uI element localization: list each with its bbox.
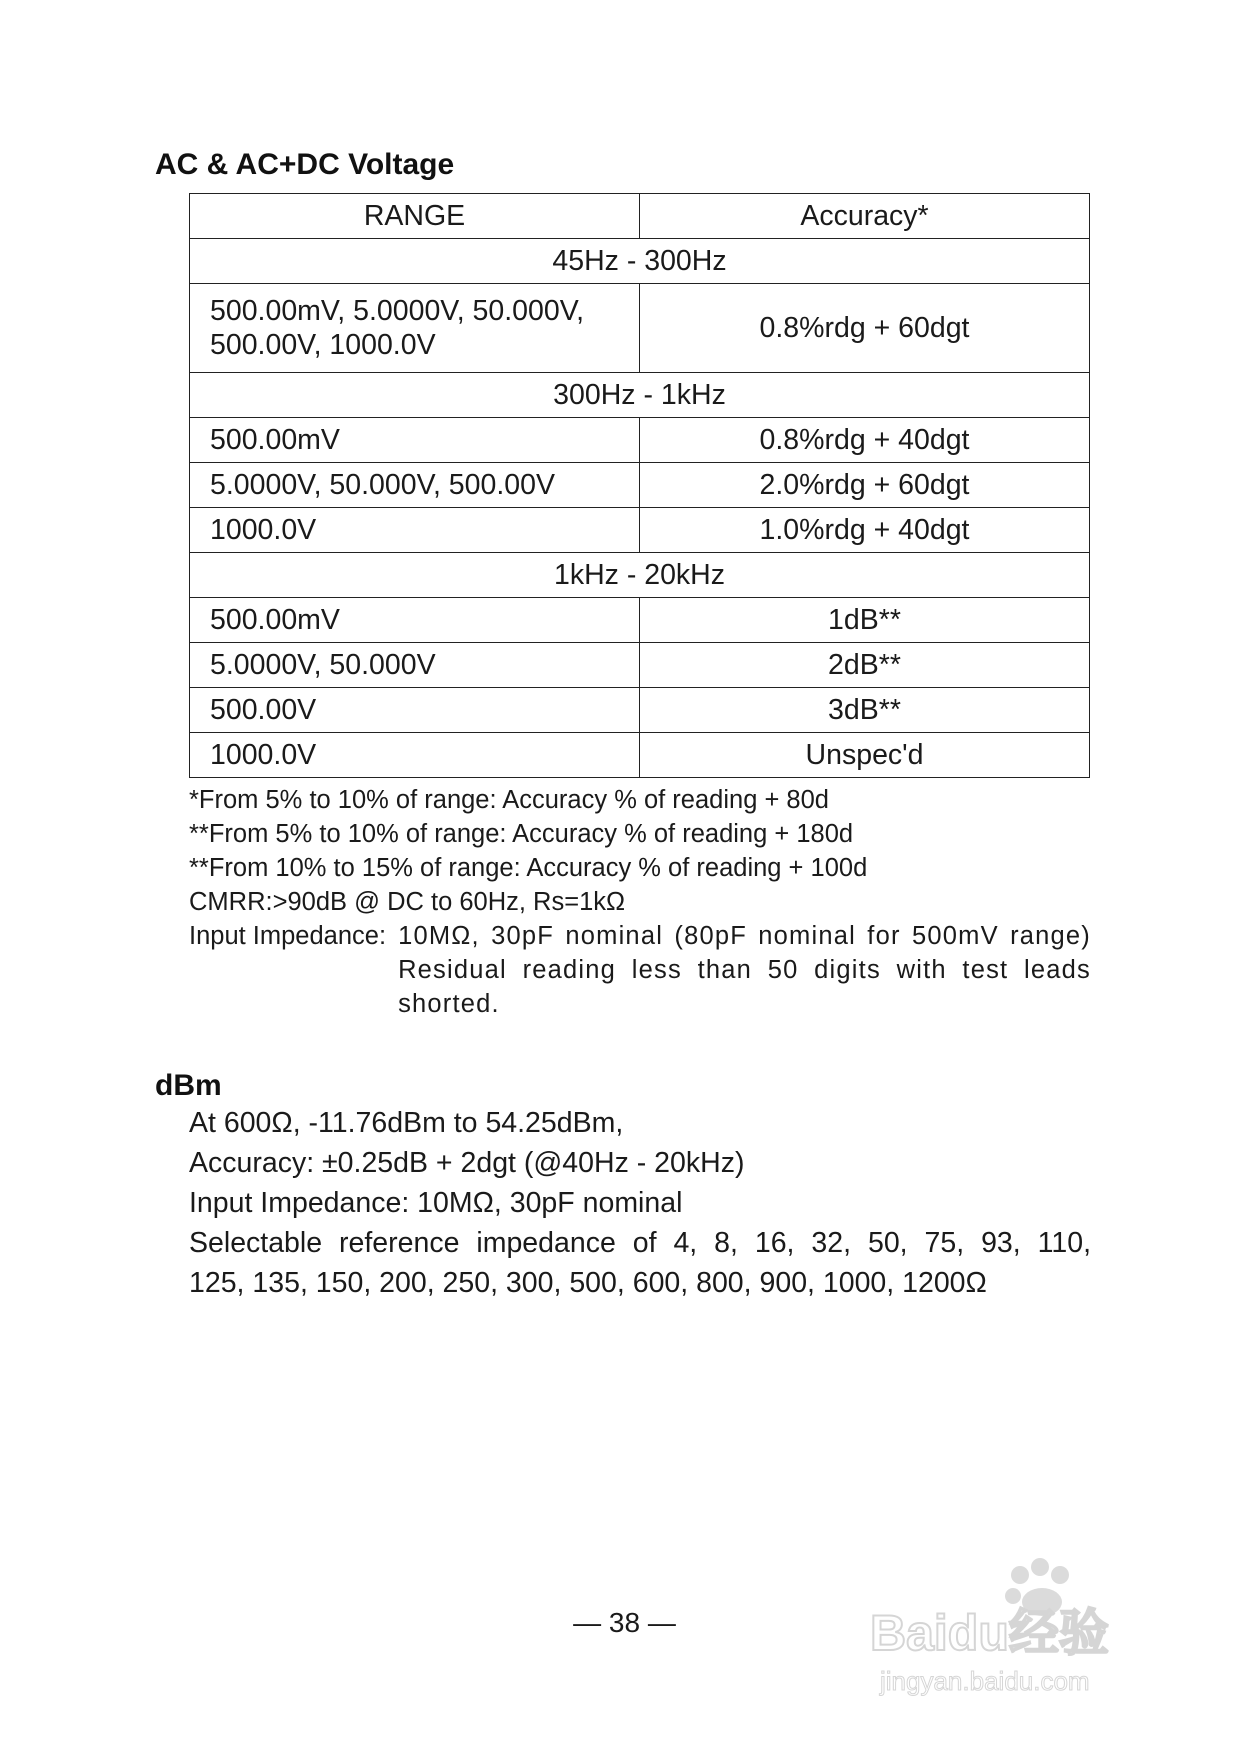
table-row [190, 643, 1090, 688]
cmrr-note: CMRR:>90dB @ DC to 60Hz, Rs=1kΩ [189, 888, 626, 916]
paw-toe [1051, 1566, 1069, 1584]
table-header-row [190, 194, 1090, 239]
input-impedance-value: 10MΩ, 30pF nominal (80pF nominal for 500mV range) Residual reading less than 50 digits with test leads shorted. [398, 922, 1091, 1018]
dbm-spec-line: 125, 135, 150, 200, 250, 300, 500, 600, 800, 900, 1000, 1200Ω [189, 1267, 987, 1299]
watermark-url: jingyan.baidu.com [880, 1666, 1090, 1696]
frequency-band-label: 300Hz - 1kHz [190, 373, 1090, 418]
accuracy-cell: 1dB** [640, 598, 1090, 643]
page-number: — 38 — [573, 1607, 676, 1638]
table-row [190, 733, 1090, 778]
range-cell: 500.00mV [190, 418, 640, 463]
range-cell: 5.0000V, 50.000V [190, 643, 640, 688]
accuracy-cell: 2.0%rdg + 60dgt [640, 463, 1090, 508]
watermark-brand: Baidu经验 [870, 1605, 1109, 1661]
table-row [190, 284, 1090, 373]
frequency-band-label: 45Hz - 300Hz [190, 239, 1090, 284]
accuracy-cell: 0.8%rdg + 60dgt [640, 284, 1090, 373]
footnotes [189, 783, 1091, 1021]
paw-toe [1005, 1588, 1021, 1604]
range-cell: 500.00mV [190, 598, 640, 643]
input-impedance-label: Input Impedance: [189, 922, 387, 950]
paw-toe [1031, 1558, 1049, 1576]
dbm-spec-line: At 600Ω, -11.76dBm to 54.25dBm, [189, 1107, 624, 1139]
baidu-watermark-logo [870, 1550, 1190, 1700]
range-cell: 1000.0V [190, 508, 640, 553]
dbm-specs [189, 1103, 1091, 1303]
table-row [190, 418, 1090, 463]
frequency-band-label: 1kHz - 20kHz [190, 553, 1090, 598]
header-accuracy: Accuracy* [640, 194, 1090, 239]
range-cell-line: 500.00V, 1000.0V [210, 329, 436, 361]
footnote: **From 10% to 15% of range: Accuracy % of reading + 100d [189, 854, 868, 882]
frequency-band-row [190, 373, 1090, 418]
range-cell [190, 284, 640, 373]
footnote: *From 5% to 10% of range: Accuracy % of reading + 80d [189, 786, 829, 814]
footnote: **From 5% to 10% of range: Accuracy % of reading + 180d [189, 820, 854, 848]
frequency-band-row [190, 553, 1090, 598]
table-row [190, 463, 1090, 508]
accuracy-cell: 3dB** [640, 688, 1090, 733]
range-cell: 5.0000V, 50.000V, 500.00V [190, 463, 640, 508]
range-cell-line: 500.00mV, 5.0000V, 50.000V, [210, 295, 585, 327]
input-impedance-note [189, 919, 1091, 1021]
section-title-ac-voltage: AC & AC+DC Voltage [155, 148, 455, 181]
dbm-spec-line: Selectable reference impedance of 4, 8, 16, 32, 50, 75, 93, 110, [189, 1227, 1091, 1259]
section-title-dbm: dBm [155, 1069, 222, 1102]
dbm-spec-line: Accuracy: ±0.25dB + 2dgt (@40Hz - 20kHz) [189, 1147, 745, 1179]
dbm-spec-line: Input Impedance: 10MΩ, 30pF nominal [189, 1187, 683, 1219]
range-cell: 1000.0V [190, 733, 640, 778]
accuracy-cell: 2dB** [640, 643, 1090, 688]
paw-toe [1011, 1566, 1029, 1584]
accuracy-cell: 1.0%rdg + 40dgt [640, 508, 1090, 553]
header-range: RANGE [190, 194, 640, 239]
table-row [190, 508, 1090, 553]
accuracy-cell: 0.8%rdg + 40dgt [640, 418, 1090, 463]
table-row [190, 598, 1090, 643]
table-row [190, 688, 1090, 733]
frequency-band-row [190, 239, 1090, 284]
accuracy-cell: Unspec'd [640, 733, 1090, 778]
range-cell: 500.00V [190, 688, 640, 733]
ac-voltage-accuracy-table [189, 193, 1090, 778]
